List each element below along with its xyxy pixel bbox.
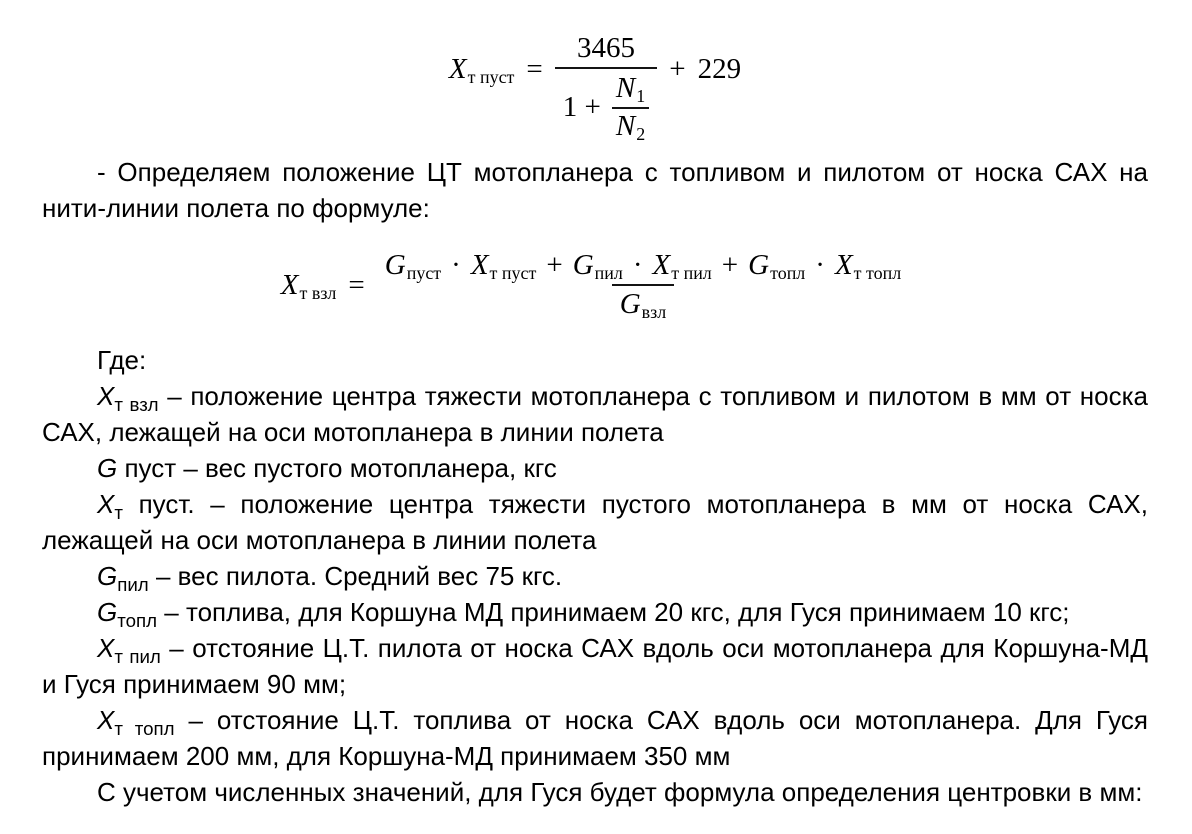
term-g-vzl [620,288,667,321]
formula2-denominator [612,284,675,323]
term-x-t-pust [471,249,537,282]
n1-term [616,72,645,105]
n1-subscript: 1 [636,86,646,107]
dot-operator: · [451,248,461,281]
def-subscript: топл [117,610,158,632]
formula1-fraction [555,30,657,146]
formula1-inner-fraction [612,71,649,144]
def-text: пуст – вес пустого мотопланера, кгс [117,453,557,483]
x-t-pust-variable: X [470,248,489,281]
closing-paragraph [42,774,1148,810]
formula1-numerator [569,30,643,67]
definition-g-pust [42,450,1148,486]
def-subscript: пил [117,574,149,596]
intro-text: - Определяем положение ЦТ мотопланера с топливом и пилотом от носка САХ на нити-линии полета по формуле: [42,157,1148,223]
term-g-pil [573,249,623,282]
formula1-lhs-variable: X [448,52,467,85]
x-t-topl-variable: X [834,248,853,281]
formula1-constant: 229 [697,52,742,85]
inner-fraction-numerator [612,71,649,106]
term-g-pust [385,249,441,282]
definition-x-t-topl [42,702,1148,774]
def-variable: G [97,597,118,627]
formula-x-t-vzl [42,238,1148,332]
g-pil-subscript: пил [594,262,623,283]
n1-variable: N [615,72,636,105]
n2-variable: N [615,109,636,142]
def-variable: G [97,453,118,483]
g-pust-variable: G [384,248,406,281]
plus-sign: + [721,248,739,281]
formula1-den-prefix: 1 + [562,91,601,123]
definition-x-t-pust [42,486,1148,558]
def-text: – вес пилота. Средний вес 75 кгс. [148,561,563,591]
closing-text: С учетом численных значений, для Гуся будет формула определения центровки в мм: [97,777,1143,807]
formula-x-t-pust [42,10,1148,144]
formula1-lhs-subscript: т пуст [467,66,515,87]
def-text: – отстояние Ц.Т. пилота от носка САХ вдоль оси мотопланера для Коршуна-МД и Гуся принимаем 90 мм; [42,633,1148,699]
def-text: – положение центра тяжести мотопланера с топливом и пилотом в мм от носка САХ, лежащей на оси мотопланера в линии полета [42,381,1148,447]
g-vzl-subscript: взл [641,302,667,323]
plus-sign: + [669,52,686,85]
formula1-numerator-value: 3465 [577,31,635,64]
def-text: – отстояние Ц.Т. топлива от носка САХ вдоль оси мотопланера. Для Гуся принимаем 200 мм, для Коршуна-МД принимаем 350 мм [42,705,1149,771]
def-subscript: т [114,502,123,524]
def-text: пуст. – положение центра тяжести пустого мотопланера в мм от носка САХ, лежащей на оси мотопланера в линии полета [42,489,1148,555]
dot-operator: · [632,248,643,281]
equals-sign: = [526,52,543,85]
def-variable: X [97,381,115,411]
n2-subscript: 2 [636,123,646,144]
def-variable: G [97,561,118,591]
document-page [0,10,1192,810]
definition-x-t-pil [42,630,1148,702]
definition-g-topl [42,594,1148,630]
g-pust-subscript: пуст [406,262,442,283]
def-text: – топлива, для Коршуна МД принимаем 20 кгс, для Гуся принимаем 10 кгс; [157,597,1070,627]
inner-fraction-denominator [612,107,649,144]
plus-sign: + [546,248,563,281]
def-variable: X [97,633,115,663]
formula2-lhs [281,269,337,302]
def-subscript: т пил [114,646,161,668]
formula2-lhs-variable: X [280,268,299,301]
def-subscript: т топл [114,718,175,740]
formula2-lhs-subscript: т взл [299,282,337,303]
where-label [42,342,1148,378]
def-variable: X [97,705,115,735]
term-g-topl [748,249,805,282]
formula2-numerator [377,247,909,284]
term-x-t-topl [835,249,901,282]
n2-term [616,110,645,143]
def-variable: X [97,489,115,519]
def-subscript: т взл [114,394,159,416]
formula1-lhs [449,53,515,86]
where-text: Где: [97,345,147,375]
x-t-topl-subscript: т топл [853,262,902,283]
definition-x-t-vzl [42,378,1148,450]
g-topl-subscript: топл [770,262,806,283]
definition-g-pil [42,558,1148,594]
formula1-denominator [555,67,657,146]
term-x-t-pil [653,249,712,282]
dot-operator: · [815,248,825,281]
formula2-fraction [377,247,909,324]
g-topl-variable: G [748,248,770,281]
equals-sign: = [348,268,365,301]
x-t-pust-subscript: т пуст [489,262,537,283]
g-pil-variable: G [572,248,594,281]
intro-paragraph [42,154,1148,226]
x-t-pil-subscript: т пил [671,262,712,283]
g-vzl-variable: G [619,288,641,320]
x-t-pil-variable: X [652,248,671,281]
